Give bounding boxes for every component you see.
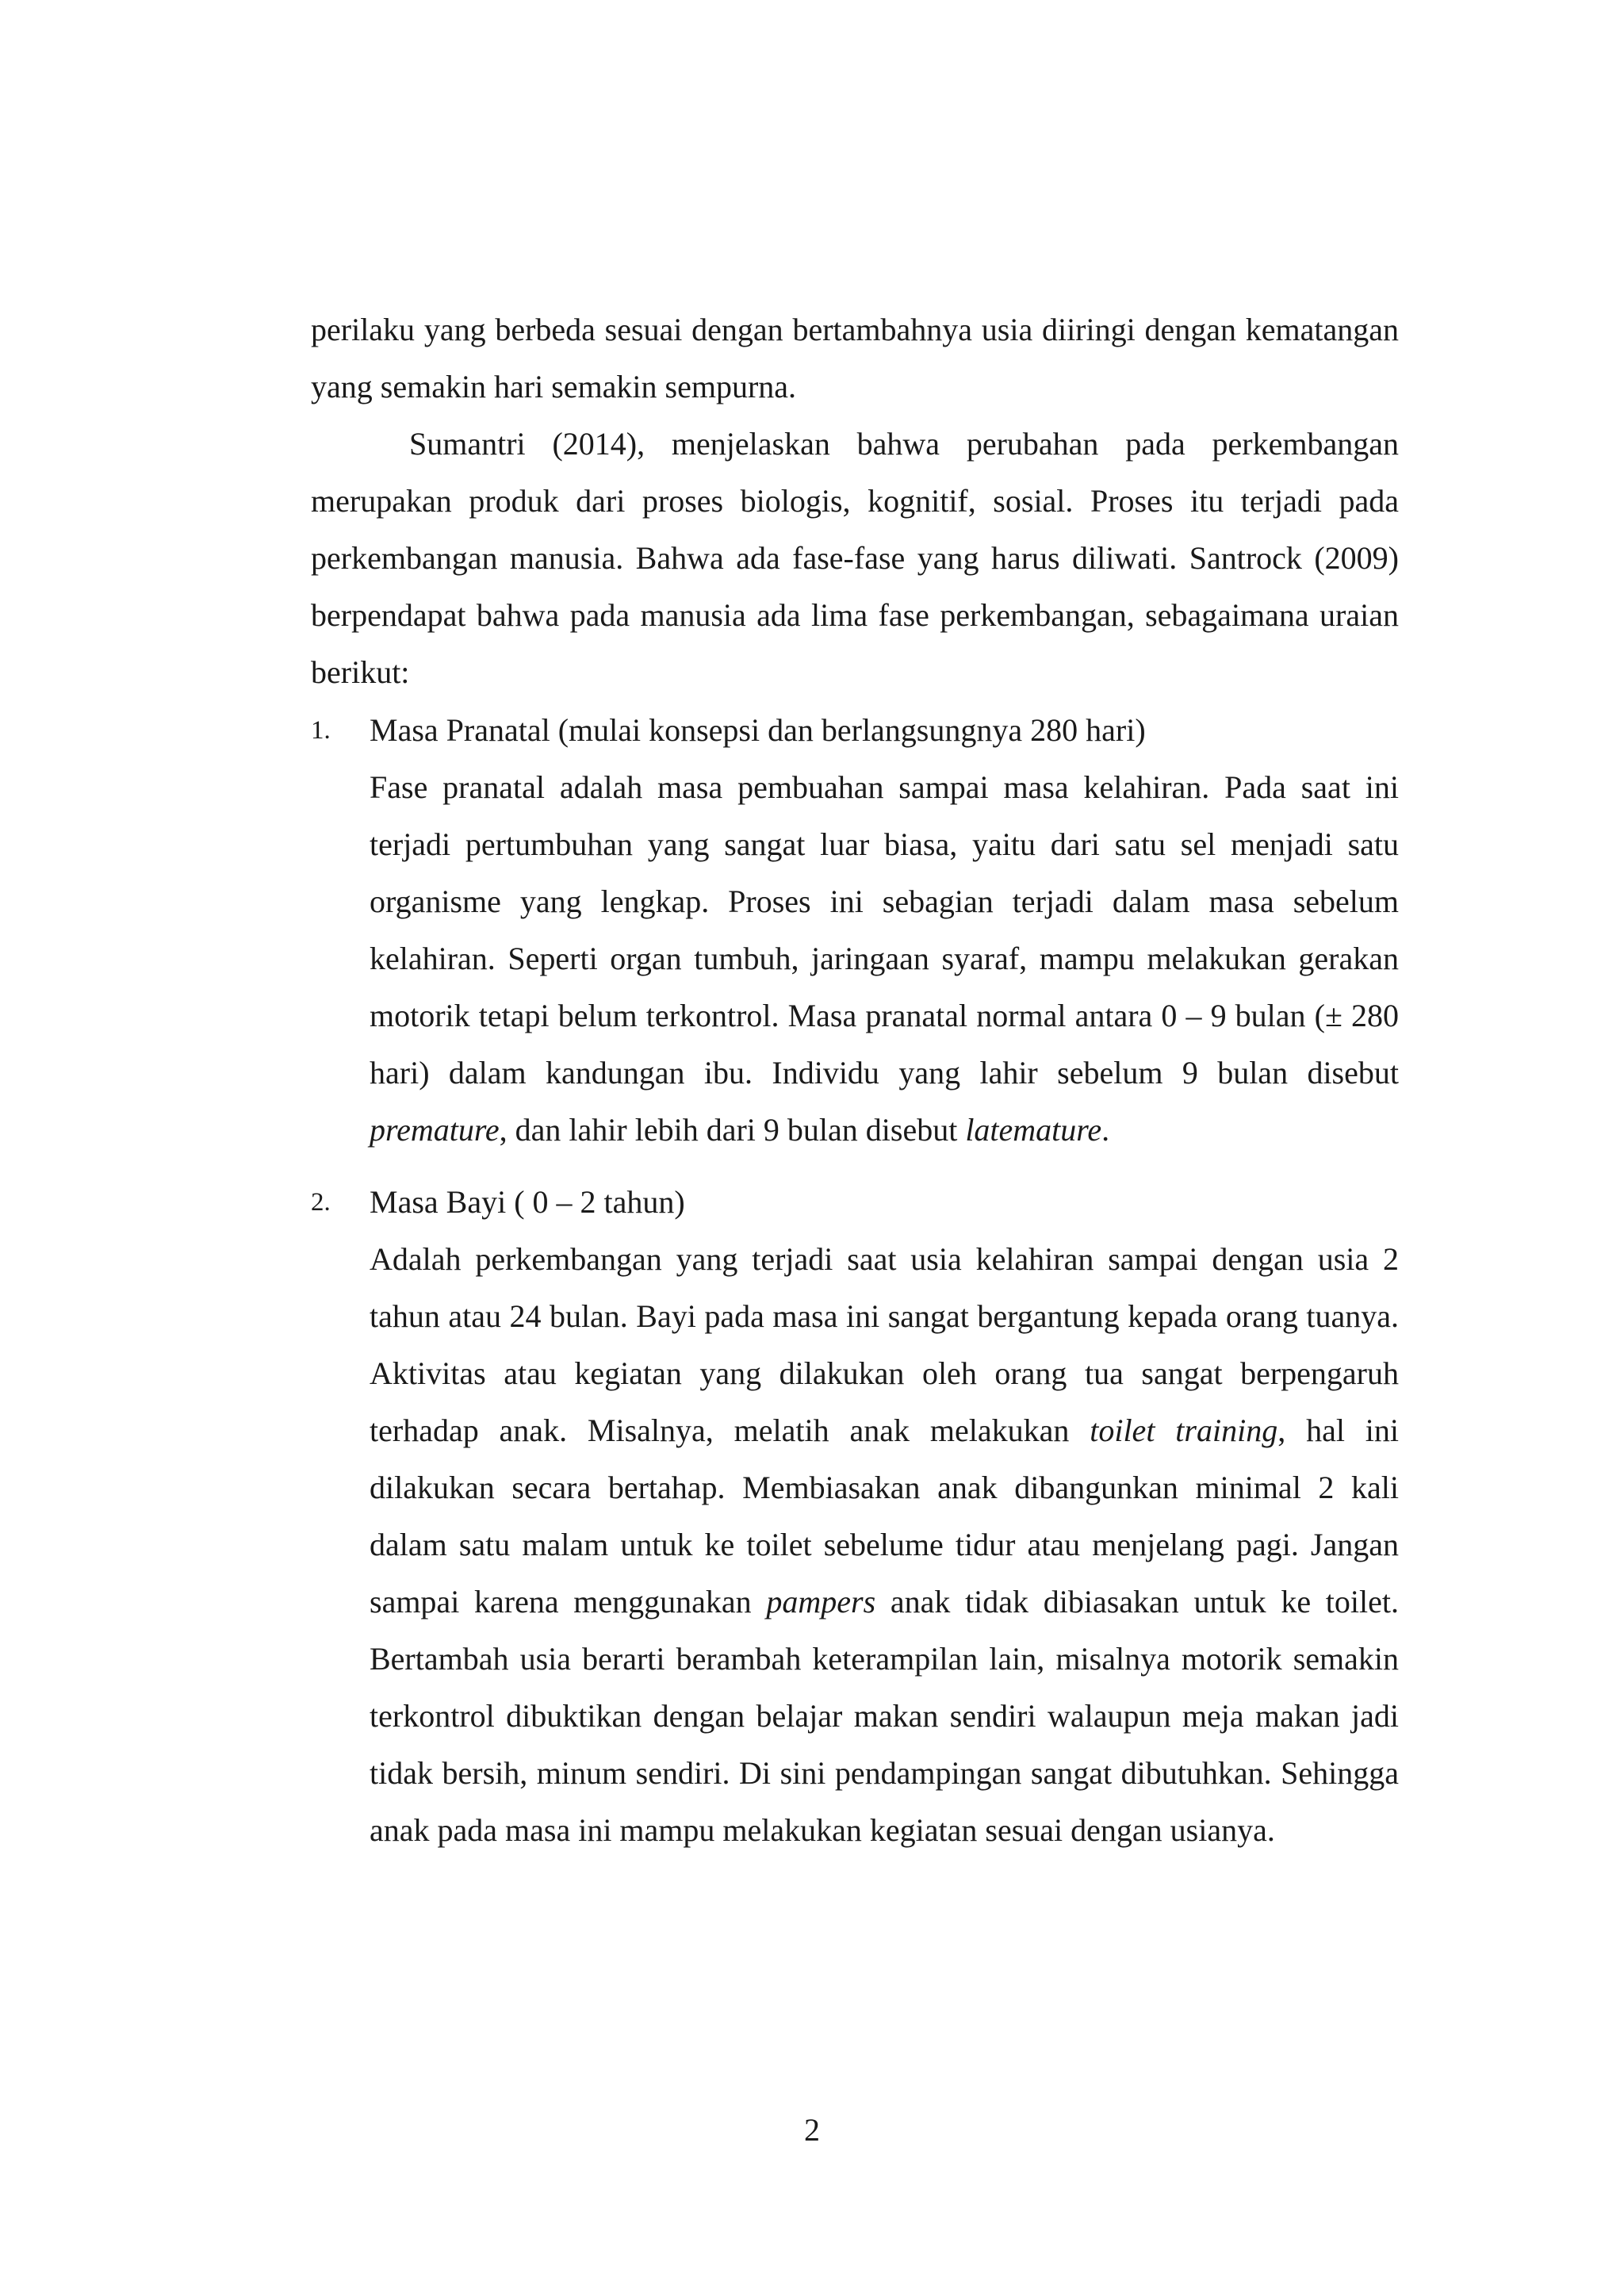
- list-item-body: [370, 759, 1399, 1159]
- list-number: 1.: [311, 716, 331, 745]
- italic-term: toilet training: [1090, 1412, 1278, 1448]
- italic-term: premature: [370, 1112, 500, 1148]
- body-text: .: [1101, 1112, 1110, 1148]
- list-item-body: [370, 1231, 1399, 1859]
- body-text: , hal ini dilakukan secara bertahap. Membiasakan anak dibangunkan minimal 2 kali dalam satu malam untuk ke toilet sebelume tidur atau menjelang pagi. Jangan sampai karena menggunakan: [370, 1412, 1400, 1619]
- intro-paragraph-2: Sumantri (2014), menjelaskan bahwa perubahan pada perkembangan merupakan produk dari proses biologis, kognitif, sosial. Proses itu terjadi pada perkembangan manusia. Bahwa ada fase-fase yang harus diliwati. Santrock (2009) berpendapat bahwa pada manusia ada lima fase perkembangan, sebagaimana uraian berikut:: [311, 426, 1399, 690]
- list-number: 2.: [311, 1188, 331, 1217]
- italic-term: pampers: [766, 1584, 876, 1619]
- body-text: anak tidak dibiasakan untuk ke toilet. Bertambah usia berarti berambah keterampilan lain, misalnya motorik semakin terkontrol dibuktikan dengan belajar makan sendiri walaupun meja makan jadi tidak bersih, minum sendiri. Di sini pendampingan sangat dibutuhkan. Sehingga anak pada masa ini mampu melakukan kegiatan sesuai dengan usianya.: [370, 1584, 1399, 1848]
- intro-section: [311, 301, 1399, 701]
- italic-term: latemature: [965, 1112, 1102, 1148]
- list-item-title: Masa Pranatal (mulai konsepsi dan berlangsungnya 280 hari): [370, 712, 1146, 748]
- page-number: 2: [804, 2112, 820, 2148]
- list-item-title: Masa Bayi ( 0 – 2 tahun): [370, 1184, 685, 1220]
- body-text: , dan lahir lebih dari 9 bulan disebut: [499, 1112, 958, 1148]
- intro-paragraph-1: perilaku yang berbeda sesuai dengan bertambahnya usia diiringi dengan kematangan yang semakin hari semakin sempurna.: [311, 312, 1399, 404]
- body-text: Fase pranatal adalah masa pembuahan sampai masa kelahiran. Pada saat ini terjadi pertumbuhan yang sangat luar biasa, yaitu dari satu sel menjadi satu organisme yang lengkap. Proses ini sebagian terjadi dalam masa sebelum kelahiran. Seperti organ tumbuh, jaringaan syaraf, mampu melakukan gerakan motorik tetapi belum terkontrol. Masa pranatal normal antara 0 – 9 bulan (± 280 hari) dalam kandungan ibu. Individu yang lahir sebelum 9 bulan disebut: [370, 769, 1399, 1091]
- body-text: Adalah perkembangan yang terjadi saat usia kelahiran sampai dengan usia 2 tahun atau 24 bulan. Bayi pada masa ini sangat bergantung kepada orang tuanya. Aktivitas atau kegiatan yang dilakukan oleh orang tua sangat berpengaruh terhadap anak. Misalnya, melatih anak melakukan: [370, 1241, 1399, 1448]
